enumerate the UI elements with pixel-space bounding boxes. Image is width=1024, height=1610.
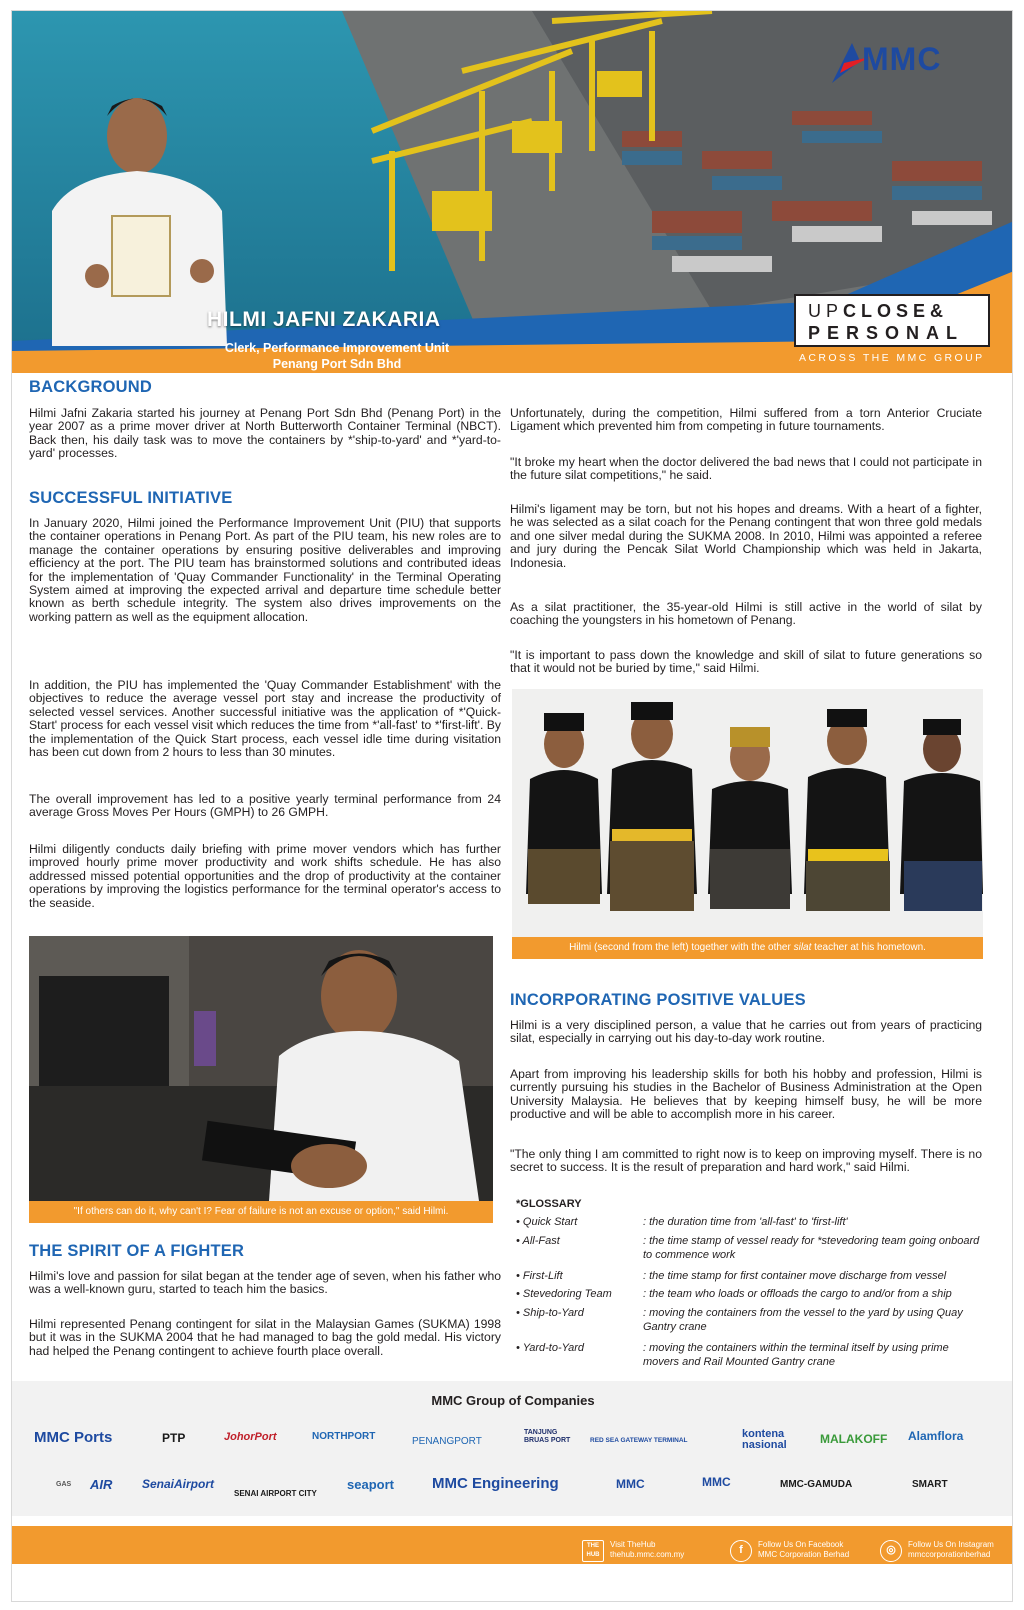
- fighter-paragraph-2: Hilmi represented Penang contingent for silat in the Malaysian Games (SUKMA) 1998 but it was in the SUKMA 2004 that he had managed to bag the gold medal. His victory had helped the Penang contingent to achieve fourth place overall.: [29, 1317, 501, 1358]
- mmc-logo-text: MMC: [862, 41, 942, 77]
- heading-spirit-of-fighter: THE SPIRIT OF A FIGHTER: [29, 1242, 245, 1260]
- portrait-person: [52, 98, 227, 346]
- tagline: ACROSS THE MMC GROUP: [799, 352, 985, 364]
- instagram-link[interactable]: [908, 1540, 994, 1560]
- glossary-term: • Yard-to-Yard: [516, 1342, 585, 1354]
- glossary-term: • Quick Start: [516, 1216, 578, 1228]
- thehub-url: thehub.mmc.com.my: [610, 1550, 685, 1559]
- logo-penangport: PENANGPORT: [412, 1436, 482, 1447]
- glossary-definition: : the team who loads or offloads the cargo to and/or from a ship: [643, 1288, 952, 1300]
- fighter-paragraph-1: Hilmi's love and passion for silat began at the tender age of seven, when his father who was a well-known guru, started to teach him the basics.: [29, 1269, 501, 1297]
- glossary-term: • First-Lift: [516, 1270, 563, 1282]
- values-paragraph-2: Apart from improving his leadership skills for both his hobby and profession, Hilmi is currently pursuing his studies in the Bachelor of Business Administration at the Open University Malaysia. He believes that by keeping himself busy, he will be more productive and will be able to accomplish more in his career.: [510, 1067, 982, 1122]
- office-photo-image: [29, 936, 493, 1201]
- footer: [12, 1516, 1013, 1602]
- logo-mmc-ports: MMC Ports: [34, 1429, 113, 1446]
- logo-ptp: PTP: [162, 1431, 186, 1445]
- glossary-term: • All-Fast: [516, 1235, 560, 1247]
- logo-johorport: JohorPort: [224, 1431, 277, 1443]
- thehub-link[interactable]: [610, 1540, 684, 1560]
- initiative-paragraph-4: Hilmi diligently conducts daily briefing with prime mover vendors which has further improved hourly prime mover productivity and work shifts schedule. He has also addressed missed potential opportunities and the drop of productivity at the container operations by improving the logistics performance for the terminal operator's access to the seaside.: [29, 842, 501, 910]
- caption-text-1: Hilmi (second from the left) together with the other: [569, 942, 794, 953]
- role-title: Clerk, Performance Improvement Unit: [224, 341, 450, 355]
- background-paragraph: Hilmi Jafni Zakaria started his journey at Penang Port Sdn Bhd (Penang Port) in the year 2007 as a prime mover driver at North Butterworth Container Terminal (NBCT). Back then, his daily task was to move the containers by *'ship-to-yard' and *'yard-to-yard' processes.: [29, 406, 501, 461]
- logo-kontena-nasional: kontena nasional: [742, 1428, 787, 1451]
- right-paragraph-4: As a silat practitioner, the 35-year-old Hilmi is still active in the world of silat by coaching the youngsters in his hometown of Penang.: [510, 600, 982, 628]
- logo-seaport: seaport: [347, 1477, 394, 1492]
- logo-mmc-engineering: MMC Engineering: [432, 1475, 559, 1492]
- heading-successful-initiative: SUCCESSFUL INITIATIVE: [29, 489, 233, 507]
- footer-bar: [12, 1526, 1013, 1564]
- logo-mmc-2: MMC: [702, 1475, 731, 1489]
- initiative-paragraph-1: In January 2020, Hilmi joined the Performance Improvement Unit (PIU) that supports the container operations in Penang Port. As part of the PIU team, his new roles are to manage the container operations by ensuring positive deliverables and improving efficiency at the port. The PIU team has brainstormed solutions and contributed ideas for the implementation of 'Quay Commander Functionality' in the Terminal Operating System aimed at improving the expected arrival and departure time schedule better known as berth schedule integrity. The system also drives improvements on the working pattern as well as the equipment allocation.: [29, 516, 501, 624]
- glossary-definition: : moving the containers within the terminal itself by using prime movers and Rail Mounted Gantry crane: [643, 1342, 949, 1368]
- profile-role: [217, 340, 457, 372]
- glossary-definition: : the time stamp for first container move discharge from vessel: [643, 1270, 947, 1282]
- values-paragraph-1: Hilmi is a very disciplined person, a value that he carries out from years of practicing silat, especially in carrying out his day-to-day work routine.: [510, 1018, 982, 1046]
- caption-text-silat: silat: [793, 942, 812, 953]
- right-paragraph-3: Hilmi's ligament may be torn, but not his hopes and dreams. With a heart of a fighter, he was selected as a silat coach for the Penang contingent that won three gold medals and one silver medal during the SUKMA 2008. In 2010, Hilmi was appointed a referee and jury during the Pencak Silat World Championship which was held in Jakarta, Indonesia.: [510, 502, 982, 570]
- banner-up: UP: [808, 301, 844, 321]
- facebook-link[interactable]: [758, 1540, 849, 1560]
- heading-positive-values: INCORPORATING POSITIVE VALUES: [510, 991, 806, 1009]
- glossary-definition: : the time stamp of vessel ready for *stevedoring team going onboard to commence work: [643, 1235, 980, 1261]
- logo-mmc-gamuda: MMC-GAMUDA: [780, 1479, 853, 1490]
- thehub-label: Visit TheHub: [610, 1540, 656, 1549]
- glossary-term: • Ship-to-Yard: [516, 1307, 584, 1319]
- logo-red-sea-gateway: RED SEA GATEWAY TERMINAL: [590, 1437, 688, 1444]
- logo-alamflora: Alamflora: [908, 1429, 964, 1443]
- group-title: MMC Group of Companies: [431, 1393, 595, 1408]
- logo-gas: GAS: [56, 1481, 72, 1488]
- caption-text-2: teacher at his hometown.: [811, 942, 926, 953]
- right-paragraph-1: Unfortunately, during the competition, Hilmi suffered from a torn Anterior Cruciate Ligament which prevented him from competing in future tournaments.: [510, 406, 982, 434]
- right-paragraph-2: "It broke my heart when the doctor delivered the bad news that I could not participate in the future silat competitions," he said.: [510, 455, 982, 483]
- logo-mmc-1: MMC: [616, 1477, 645, 1491]
- logo-air: AIR: [90, 1477, 113, 1492]
- office-photo-caption: "If others can do it, why can't I? Fear of failure is not an excuse or option," said Hilmi.: [29, 1201, 493, 1223]
- silat-teachers-photo: [512, 689, 983, 937]
- silat-photo-caption: [512, 937, 983, 959]
- glossary-title: *GLOSSARY: [516, 1198, 582, 1210]
- role-company: Penang Port Sdn Bhd: [272, 357, 402, 371]
- instagram-account: mmccorporationberhad: [908, 1550, 991, 1559]
- group-of-companies: [12, 1381, 1013, 1516]
- logo-senai-airport-city: SENAI AIRPORT CITY: [234, 1489, 317, 1498]
- silat-teachers-image: [512, 689, 983, 937]
- banner-close: CLOSE&: [843, 301, 949, 321]
- instagram-label: Follow Us On Instagram: [908, 1540, 994, 1549]
- initiative-paragraph-3: The overall improvement has led to a positive yearly terminal performance from 24 average Gross Moves Per Hours (GMPH) to 26 GMPH.: [29, 792, 501, 820]
- hero-banner: [12, 11, 1013, 373]
- thehub-icon: THE HUB: [582, 1540, 604, 1562]
- banner-personal: PERSONAL: [808, 323, 965, 343]
- instagram-icon[interactable]: ◎: [880, 1540, 902, 1562]
- initiative-paragraph-2: In addition, the PIU has implemented the 'Quay Commander Establishment' with the objectives to reduce the average vessel port stay and increase the productivity of selected vessel services. Another successful initiative was the application of *'Quick-Start' process for each vessel visit which reduces the time from *'all-fast' to *'first-lift'. By the implementation of the Quick Start process, each vessel idle time during visitation has been cut down from 2 hours to less than 30 minutes.: [29, 678, 501, 760]
- up-close-personal-banner: [794, 294, 990, 347]
- glossary-definition: : moving the containers from the vessel to the yard by using Quay Gantry crane: [643, 1307, 963, 1333]
- glossary-definition: : the duration time from 'all-fast' to 'first-lift': [643, 1216, 848, 1228]
- right-paragraph-5: "It is important to pass down the knowledge and skill of silat to future generations so that it would not be buried by time," said Hilmi.: [510, 648, 982, 676]
- logo-northport: NORTHPORT: [312, 1431, 376, 1442]
- facebook-account: MMC Corporation Berhad: [758, 1550, 850, 1559]
- newsletter-page: [11, 10, 1013, 1602]
- logo-malakoff: MALAKOFF: [820, 1432, 888, 1446]
- office-photo: [29, 936, 493, 1201]
- logo-tanjung-bruas: TANJUNG BRUAS PORT: [524, 1429, 571, 1444]
- profile-name: HILMI JAFNI ZAKARIA: [207, 308, 441, 331]
- facebook-label: Follow Us On Facebook: [758, 1540, 844, 1549]
- facebook-icon[interactable]: f: [730, 1540, 752, 1562]
- logo-smart: SMART: [912, 1479, 948, 1490]
- glossary-term: • Stevedoring Team: [516, 1288, 612, 1300]
- logo-senai-airport: SenaiAirport: [142, 1477, 215, 1491]
- values-paragraph-3: "The only thing I am committed to right now is to keep on improving myself. There is no secret to success. It is the result of preparation and hard work," said Hilmi.: [510, 1147, 982, 1175]
- heading-background: BACKGROUND: [29, 378, 152, 396]
